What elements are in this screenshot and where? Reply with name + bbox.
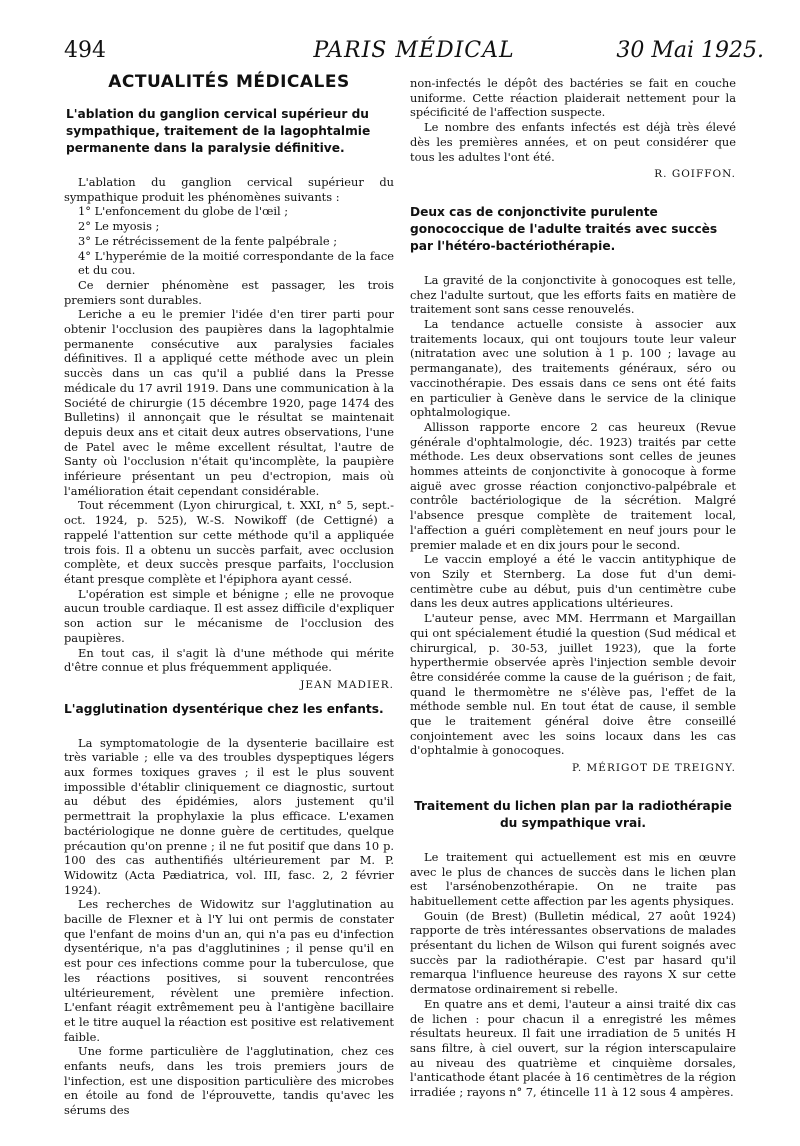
author-signature: P. MÉRIGOT DE TREIGNY. xyxy=(571,762,736,775)
list-item: 2° Le myosis ; xyxy=(78,219,160,234)
author-signature: R. GOIFFON. xyxy=(654,168,736,181)
section-title: ACTUALITÉS MÉDICALES xyxy=(108,72,350,92)
spacer xyxy=(410,190,736,204)
issue-date: 30 Mai 1925. xyxy=(616,38,764,63)
article-title-conjonctivite: Deux cas de conjonctivite purulente gonococcique de l'adulte traités avec succès par l'hétéro-bactériothérapie. xyxy=(410,204,718,253)
paragraph: L'opération est simple et bénigne ; elle ne provoque aucun trouble cardiaque. Il est assez difficile d'expliquer son action sur le mécanisme de l'occlusion des paupières. xyxy=(64,586,394,645)
paragraph: Ce dernier phénomène est passager, les trois premiers sont durables. xyxy=(64,277,394,307)
running-header xyxy=(64,38,764,68)
paragraph: Le traitement qui actuellement est mis en œuvre avec le plus de chances de succès dans le lichen plan est l'arsénobenzothérapie. On ne traite pas habituellement cette affection par les agents physiques. xyxy=(410,849,736,908)
paragraph: Leriche a eu le premier l'idée d'en tirer parti pour obtenir l'occlusion des paupières dans la lagophtalmie permanente consécutive aux paralysies faciales définitives. Il a appliqué cette méthode avec un plein succès dans un cas qu'il a publié dans la Presse médicale du 17 avril 1919. Dans une communication à la Société de chirurgie (15 décembre 1920, page 1474 des Bulletins) il annonçait que le résultat se maintenait depuis deux ans et citait deux autres observations, l'une de Patel avec le même excellent résultat, l'autre de Santy où l'occlusion n'était qu'incomplète, la paupière inférieure présentant un peu d'ectropion, mais où l'amélioration était cependant considérable. xyxy=(64,307,394,498)
article-title-lichen: Traitement du lichen plan par la radiothérapie du sympathique vrai. xyxy=(414,798,732,830)
paragraph: En quatre ans et demi, l'auteur a ainsi traité dix cas de lichen : pour chacun il a enregistré les mêmes résultats heureux. Il fait une irradiation de 5 unités H sans filtre, à ciel ouvert, sur la région interscapulaire au niveau des quatrième et cinquième dorsales, l'anticathode étant placée à 16 centimètres de la région irradiée ; rayons n° 7, étincelle 11 à 12 sous 4 ampères. xyxy=(410,996,736,1100)
spacer xyxy=(410,784,736,798)
paragraph: non-infectés le dépôt des bactéries se fait en couche uniforme. Cette réaction plaiderait nettement pour la spécificité de l'affection suspecte. xyxy=(410,76,736,120)
paragraph: L'auteur pense, avec MM. Herrmann et Margaillan qui ont spécialement étudié la question (Sud médical et chirurgical, p. 30-53, juillet 1923), que la forte hyperthermie observée après l'injection semble devoir être considérée comme la cause de la guérison ; de fait, quand le thermomètre ne s'élève pas, l'effet de la méthode semble nul. En tout état de cause, il semble que le traitement général doive être conseillé conjointement avec les soins locaux dans les cas d'ophtalmie à gonocoques. xyxy=(410,611,736,758)
paragraph: Gouin (de Brest) (Bulletin médical, 27 août 1924) rapporte de très intéressantes observations de malades présentant du lichen de Wilson qui furent soignés avec succès par la radiothérapie. C'est par hasard qu'il remarqua l'influence heureuse des rayons X sur cette dermatose ordinairement si rebelle. xyxy=(410,908,736,997)
paragraph: Les recherches de Widowitz sur l'agglutination au bacille de Flexner et à l'Y lui ont permis de constater que l'enfant de moins d'un an, qui n'a pas eu d'infection dysentérique, n'a pas d'agglutinines ; il pense qu'il en est pour ces infections comme pour la tuberculose, que les réactions positives, si souvent rencontrées ultérieurement, révèlent une première infection. L'enfant réagit extrêmement peu à l'antigène bacillaire et le titre auquel la réaction est positive est relativement faible. xyxy=(64,897,394,1044)
paragraph: Le nombre des enfants infectés est déjà très élevé dès les premières années, et on peut considérer que tous les adultes l'ont été. xyxy=(410,120,736,164)
left-column xyxy=(64,72,394,1118)
list-item: 4° L'hyperémie de la moitié correspondante de la face et du cou. xyxy=(78,248,394,278)
paragraph: En tout cas, il s'agit là d'une méthode qui mérite d'être connue et plus fréquemment appliquée. xyxy=(64,645,394,675)
page-number: 494 xyxy=(64,38,106,63)
paragraph: La gravité de la conjonctivite à gonocoques est telle, chez l'adulte surtout, que les efforts faits en matière de traitement sont sans cesse renouvelés. xyxy=(410,272,736,317)
list-item: 1° L'enfoncement du globe de l'œil ; xyxy=(78,204,289,219)
paragraph: La tendance actuelle consiste à associer aux traitements locaux, qui ont toujours toute leur valeur (nitratation avec une solution à 1 p. 100 ; lavage au permanganate), des traitements généraux, séro ou vaccinothérapie. Des essais dans ce sens ont été faits en particulier à Genève dans le service de la clinique ophtalmologique. xyxy=(410,317,736,420)
article-title-ablation: L'ablation du ganglion cervical supérieur du sympathique, traitement de la lagophtalmie permanente dans la paralysie définitive. xyxy=(66,107,371,155)
author-signature: JEAN MADIER. xyxy=(300,678,394,691)
right-column xyxy=(410,76,736,1100)
paragraph: Une forme particulière de l'agglutination, chez ces enfants neufs, dans les trois premiers jours de l'infection, est une disposition particulière des microbes en étoile au fond de l'éprouvette, tandis qu'avec les sérums des xyxy=(64,1044,394,1118)
paragraph: La symptomatologie de la dysenterie bacillaire est très variable ; elle va des troubles dyspeptiques légers aux formes toxiques graves ; il est le plus souvent impossible d'établir cliniquement ce diagnostic, surtout au début des épidémies, alors justement qu'il permettrait la prophylaxie la plus efficace. L'examen bactériologique ne donne guère de certitudes, quelque précaution qu'on prenne ; il ne fut positif que dans 10 p. 100 des cas authentifiés ultérieurement par M. P. Widowitz (Acta Pædiatrica, vol. III, fasc. 2, 2 février 1924). xyxy=(64,735,394,897)
paragraph: Allisson rapporte encore 2 cas heureux (Revue générale d'ophtalmologie, déc. 1923) traités par cette méthode. Les deux observations sont celles de jeunes hommes atteints de conjonctivite à gonocoque à forme aiguë avec grosse réaction conjonctivo-palpébrale et contrôle bactériologique de la sécrétion. Malgré l'absence presque complète de traitement local, l'affection a guéri complètement en neuf jours pour le premier malade et en dix jours pour le second. xyxy=(410,419,736,552)
paragraph: Tout récemment (Lyon chirurgical, t. XXI, n° 5, sept.-oct. 1924, p. 525), W.-S. Nowikoff (de Cettigné) a rappelé l'attention sur cette méthode qu'il a appliquée trois fois. Il a obtenu un succès parfait, avec occlusion complète, et deux succès presque parfaits, l'occlusion étant presque complète et l'épiphora ayant cessé. xyxy=(64,498,394,586)
list-item: 3° Le rétrécissement de la fente palpébrale ; xyxy=(78,233,338,248)
paragraph: L'ablation du ganglion cervical supérieur du sympathique produit les phénomènes suivants : xyxy=(64,175,394,204)
article-title-agglutination: L'agglutination dysentérique chez les enfants. xyxy=(64,701,384,716)
paragraph: Le vaccin employé a été le vaccin antityphique de von Szily et Sternberg. La dose fut d'un demi-centimètre cube au début, puis d'un centimètre cube dans les deux autres applications ultérieures. xyxy=(410,552,736,611)
journal-title: PARIS MÉDICAL xyxy=(313,38,515,63)
